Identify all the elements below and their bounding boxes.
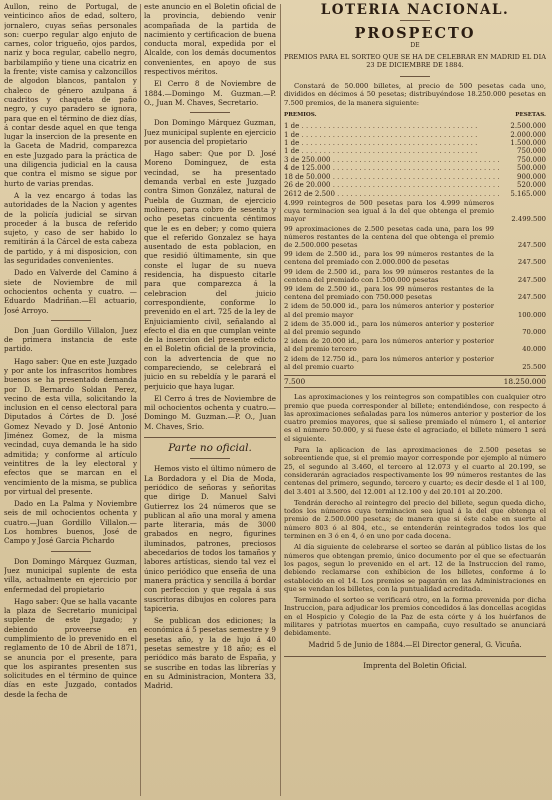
prize-block: 2 idem de 12.750 id., para los números anterior y posterior al del premio cuarto 25.500 — [284, 354, 546, 371]
prize-block: 2 idem de 50.000 id., para los números anterior y posterior al del premio mayor 100.000 — [284, 302, 546, 319]
prospecto-de: DE — [410, 41, 420, 49]
column-left — [4, 2, 137, 798]
prize-block: 2 idem de 20.000 id., para los números anterior y posterior al del premio tercero 40.000 — [284, 337, 546, 354]
lottery-text: Tendrán derecho al reintegro del precio del billete, segun queda dicho, todos los números cuya terminacion sea igual á la del que obtenga el premio de 2.500.000 pesetas; de manera que si éste cabe en suerte al número 803 ó al 804, etc., se entenderán reintegrados todos los que terminen en 3 ó en 4, ó en uno por cada docena. — [284, 498, 546, 541]
column-divider — [280, 4, 281, 796]
prize-block: 2 idem de 35.000 id., para los números anterior y posterior al del premio segundo 70.000 — [284, 319, 546, 336]
prospecto-title: PROSPECTO — [354, 25, 476, 43]
edict-heading: Don Juan Gordillo Villalon, Juez de primera instancia de este partido. — [4, 325, 137, 354]
column-divider — [140, 4, 141, 796]
prize-row: 1 de . . . 2.500.000 — [284, 122, 546, 130]
lottery-signature: Madrid 5 de Junio de 1884.—El Director general, G. Vicuña. — [308, 640, 522, 649]
premios-header: PREMIOS. — [284, 111, 317, 118]
prize-block: 99 aproximaciones de 2.500 pesetas cada una, para los 99 números restantes de la centena del que obtenga el premio de 2.500.000 pesetas 247.500 — [284, 224, 546, 249]
lottery-title: LOTERIA NACIONAL. — [320, 2, 510, 18]
prize-row: 1 de . . . 2.000.000 — [284, 131, 546, 139]
prize-row: 2612 de 2.500 . . . 5.165.000 — [284, 190, 546, 198]
edict-heading: Don Domingo Márquez Guzman, Juez municipal suplente de esta villa, actualmente en ejercicio por enfermedad del propietario — [4, 556, 137, 594]
prize-row: 1 de . . . 750.000 — [284, 147, 546, 155]
edict-heading: Don Domingo Márquez Guzman, Juez municipal suplente en ejercicio por ausencia del propietario — [144, 118, 276, 146]
prize-row: 1 de . . . 1.500.000 — [284, 139, 546, 147]
edict-signature: Dado en Valverde del Camino á siete de Noviembre de mil ochocientos ochenta y cuatro. —Eduardo Madriñan.—El actuario, José Arroyo. — [4, 268, 137, 315]
separator — [400, 76, 430, 77]
prize-block: 99 idem de 2.500 id., para los 99 números restantes de la centena del premiado con 1.500.000 pesetas 247.500 — [284, 267, 546, 284]
prize-block: 99 idem de 2.500 id., para los 99 números restantes de la centena del premiado con 750.000 pesetas 247.500 — [284, 284, 546, 302]
edict-text: A la vez encargo á todas las autoridades de la Nacion y agentes de la policía judicial se sirvan proceder á la busca de referido sujeto, y caso de ser habido lo remitirán á la Cárcel de esta cabeza de partido, y á mi disposicion, con las seguridades convenientes. — [4, 190, 137, 266]
prize-block: 4.999 reintegros de 500 pesetas para los 4.999 números cuya terminacion sea igual á la del que obtenga el premio mayor 2.499.500 — [284, 198, 546, 224]
lottery-text: Para la aplicacion de las aproximaciones de 2.500 pesetas se sobreentiende que, si el premio mayor corresponde por ejemplo al número 25, el segundo al 3.460, el tercero al 12.073 y el cuarto al 20.199, se considerarán agraciados respectivamente los 99 números restantes de las centenas del primero, segundo, tercero y cuarto; es decir desde el 1 al 100, del 3.401 al 3.500, del 12.001 al 12.100 y del 20.101 al 20.200. — [284, 446, 546, 496]
separator — [51, 320, 91, 321]
section-title: Parte no oficial. — [168, 442, 252, 455]
prize-totals — [284, 375, 546, 388]
prize-block: 99 idem de 2.500 id., para los 99 números restantes de la centena del premiado con 2.000.000 de pesetas 247.500 — [284, 250, 546, 267]
notice-text: Se publican dos ediciones; la económica á 5 pesetas semestre y 9 pesetas año, y la de lujo á 40 pesetas semestre y 18 año; es el periódico más barato de España, y se suscribe en todas las librerías y en su Administracion, Montera 33, Madrid. — [144, 616, 276, 691]
column-middle — [144, 2, 276, 798]
separator — [190, 458, 230, 459]
column-right-lottery — [284, 2, 546, 798]
prize-row: 26 de 20.000 . . . 520.000 — [284, 181, 546, 189]
prize-row: 18 de 50.000 . . . 900.000 — [284, 173, 546, 181]
prospecto-intro: Constará de 50.000 billetes, al precio de 500 pesetas cada uno, divididos en décimos á 50 pesetas; distribuyéndose 18.250.000 pesetas en 7.500 premios, de la manera siguiente: — [284, 82, 546, 107]
separator — [190, 112, 230, 113]
total-count: 7.500 — [284, 376, 306, 386]
total-amount: 18.250.000 — [503, 376, 546, 386]
separator — [51, 551, 91, 552]
edict-signature: El Cerro 8 de Noviembre de 1884.—Domingo M. Guzman.—P. O., Juan M. Chaves, Secretario. — [144, 79, 276, 107]
edict-text: este anuncio en el Boletin oficial de la provincia, debiendo venir acompañada de la partida de nacimiento y certificacion de buena conducta moral, expedida por el Alcalde, con los demás documentos convenientes, en apoyo de sus respectivos méritos. — [144, 2, 276, 77]
prospecto-heading: PREMIOS PARA EL SORTEO QUE SE HA DE CELEBRAR EN MADRID EL DIA 23 DE DICIEMBRE DE 1884. — [284, 52, 546, 70]
lottery-text: Terminado el sorteo se verificará otro, en la forma prevenida por dicha Instruccion, para adjudicar los premios concedidos á las doncellas acogidas en el Hospicio y Colegio de la Paz de esta córte y á los huérfanos de militares y patriotas muertos en campaña, cuyo resultado se anunciará debidamente. — [284, 596, 546, 638]
edict-signature: El Cerro á tres de Noviembre de mil ochocientos ochenta y cuatro.—Domingo M. Guzman.—P. O., Juan M. Chaves, Srio. — [144, 393, 276, 431]
edict-text: Hago saber: Que en este Juzgado y por ante los infrascritos hombres buenos se ha presentado demanda por D. Bernardo Soldan Perez, vecino de esta villa, solicitando la inclusion en el censo electoral para Diputados á Córtes de D. José Gomez Nevado y D. José Antonio Jiménez Gomez, de la misma vecindad, cuya demanda le ha sido admitida; y conforme al artículo veintitres de la ley electoral y efectos que se marcan en el vencimiento de la misma, se publica por virtual del presente. — [4, 356, 137, 496]
edict-signature: Dado en La Palma y Noviembre seis de mil ochocientos ochenta y cuatro.—Juan Gordillo Villalon.—Los hombres buenos, José de Campo y José Garcia Pichardo — [4, 499, 137, 546]
separator — [144, 437, 276, 438]
edict-text: Aullon, reino de Portugal, de veinticinco años de edad, soltero, jornalero, cuyas señas personales son: cuerpo regular algo enjuto de carnes, color trigueño, ojos pardos, nariz y boca regular, cabello negro, barbilampiño y tiene una cicatriz en la frente; viste camisa y calzoncillos de algodon blancos, pantalon y chaleco de género azulpana á cuadritos y chaqueta de paño negro, y cuyo paradero se ignora, para que en el término de diez días, á contar desde aquel en que tenga lugar la insercion de la presente en la Gaceta de Madrid, comparezca en este Juzgado para la práctica de una diligencia judicial en la causa que contra el mismo se sigue por hurto de varias prendas. — [4, 2, 137, 188]
edict-text: Hago saber: Que por D. José Moreno Dominguez, de esta vecindad, se ha presentado demanda verbal en este Juzgado contra Simon González, natural de Puebla de Guzman, de ejercicio molinero, para cobro de sesenta y ocho pesetas cincuenta céntimos que le es en deber; y como quiera que el referido Gonzalez se haya ausentado de esta poblacion, en que residió últimamente, sin que conste el lugar de su nueva residencia, ha dispuesto citarle para que comparezca á la celebracion del juicio correspondiente, conforme lo prevenido en el art. 725 de la ley de Enjuiciamiento civil, señalando al efecto el dia en que cumplan veinte de la insercion del presente edicto en el Boletin oficial de la provincia, con la advertencia de que no compareciendo, se celebrará el juicio en su rebeldía y le parará el perjuicio que haya lugar. — [144, 149, 276, 391]
lottery-text: Las aproximaciones y los reintegros son compatibles con cualquier otro premio que pueda corresponder al billete; entendiéndose, con respecto á las aproximaciones señaladas para los números anterior y posterior de los cuatro premios mayores, que si saliese premiado el número 1, el anterior es el número 50.000, y si fuese éste el agraciado, el billete número 1 será el siguiente. — [284, 393, 546, 443]
prize-table — [284, 122, 546, 371]
notice-text: Hemos visto el último número de La Bordadora y el Dia de Moda, periódico de señoras y señoritas que dirige D. Manuel Salvi Gutierrez los 24 números que se publican al año una moral y amena parte literaria, más de 3000 grabados en negro, figurines iluminados, patrones, preciosos abecedarios de todos los tamaños y labores artísticas, siendo tal vez el único periódico que enseña de una manera práctica y sencilla á bordar con perfeccion y que regala á sus suscritoras dibujos en colores para tapiceria. — [144, 464, 276, 613]
prize-row: 3 de 250.000 . . . 750.000 — [284, 156, 546, 164]
pesetas-header: PESETAS. — [515, 111, 546, 118]
prize-row: 4 de 125.000 . . . 500.000 — [284, 164, 546, 172]
prize-table-header — [284, 111, 546, 120]
printer-imprint: Imprenta del Boletin Oficial. — [284, 656, 546, 670]
edict-text: Hago saber: Que se halla vacante la plaza de Secretario municipal suplente de este Juzgado; y debiendo proveerse en cumplimiento de lo prevenido en el reglamento de 10 de Abril de 1871, se anuncia por el presente, para que los aspirantes presenten sus solicitudes en el término de quince días en este Juzgado, contados desde la fecha de — [4, 596, 137, 699]
separator — [400, 20, 430, 21]
lottery-text: Al día siguiente de celebrarse el sorteo se darán al público listas de los números que obtengan premio, único documento por el que se efectuarán los pagos, segun lo prevenido en el art. 12 de la Instruccion del ramo, debiendo reclamarse con exhibicion de los billetes, conforme á lo establecido en el 14. Los premios se pagarán en las Administraciones en que se vendan los billetes, con la puntualidad acreditada. — [284, 543, 546, 593]
